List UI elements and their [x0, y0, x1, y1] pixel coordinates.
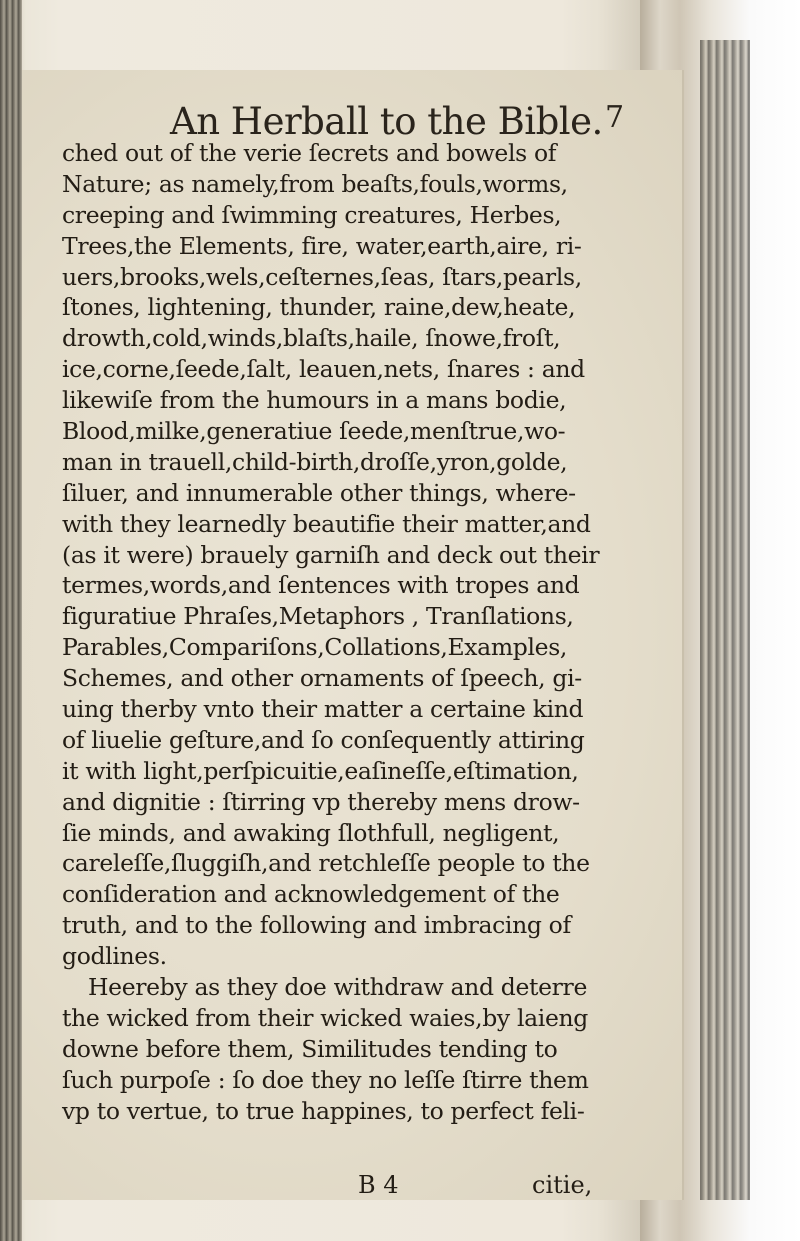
text-line: of liuelie geſture,and ſo conſequently attiring: [62, 725, 585, 754]
text-line: Blood,milke,generatiue ſeede,menſtrue,wo-: [62, 417, 566, 446]
running-head: An Herball to the Bible.: [170, 100, 603, 143]
text-line: uing therby vnto their matter a certaine kind: [62, 695, 584, 724]
body-text: [62, 138, 622, 1127]
text-line: Schemes, and other ornaments of ſpeech, gi-: [62, 664, 582, 693]
text-line: ſtones, lightening, thunder, raine,dew,heate,: [62, 293, 576, 322]
text-line: godlines.: [62, 942, 167, 971]
text-line: and dignitie : ſtirring vp thereby mens drow-: [62, 787, 580, 816]
catchword: citie,: [532, 1171, 593, 1199]
text-line: it with light,perſpicuitie,eaſineſſe,eſtimation,: [62, 756, 579, 785]
text-line: figuratiue Phraſes,Metaphors , Tranſlations,: [62, 602, 574, 631]
text-line: ſie minds, and awaking ſlothfull, negligent,: [62, 818, 560, 847]
text-line: uers,brooks,wels,ceſternes,ſeas, ſtars,pearls,: [62, 262, 582, 291]
text-line: downe before them, Similitudes tending to: [62, 1034, 558, 1063]
text-line: the wicked from their wicked waies,by laieng: [62, 1003, 588, 1032]
text-line: ſiluer, and innumerable other things, where-: [62, 478, 576, 507]
signature-mark: B 4: [358, 1171, 399, 1199]
text-line: (as it were) brauely garniſh and deck out their: [62, 540, 600, 569]
text-line: careleſſe,ſluggiſh,and retchleſſe people to the: [62, 849, 590, 878]
text-line: drowth,cold,winds,blaſts,haile, ſnowe,froſt,: [62, 324, 561, 353]
catchline: [62, 1171, 622, 1203]
text-line: Trees,the Elements, fire, water,earth,aire, ri-: [62, 231, 582, 260]
stacked-page-edges: [700, 40, 750, 1200]
book-page: [22, 70, 684, 1200]
text-line: man in trauell,child-birth,droſſe,yron,golde,: [62, 447, 568, 476]
text-line: conſideration and acknowledgement of the: [62, 880, 560, 909]
text-line: ſuch purpoſe : ſo doe they no leſſe ſtirre them: [62, 1065, 589, 1094]
text-line: creeping and ſwimming creatures, Herbes,: [62, 200, 562, 229]
page-number: 7: [605, 100, 625, 135]
text-line: likewiſe from the humours in a mans bodie,: [62, 386, 567, 415]
paragraph-start-line: Heereby as they doe withdraw and deterre: [88, 973, 587, 1002]
text-line: Nature; as namely,from beaſts,fouls,worms,: [62, 169, 568, 198]
text-line: Parables,Compariſons,Collations,Examples,: [62, 633, 568, 662]
text-line: termes,words,and ſentences with tropes and: [62, 571, 580, 600]
text-line: with they learnedly beautifie their matter,and: [62, 509, 591, 538]
text-line: ched out of the verie ſecrets and bowels of: [62, 139, 557, 167]
text-line: vp to vertue, to true happines, to perfect feli-: [62, 1096, 585, 1125]
text-line: truth, and to the following and imbracing of: [62, 911, 571, 940]
left-page-edge: [0, 0, 22, 1241]
text-line: ice,corne,ſeede,ſalt, leauen,nets, ſnares : and: [62, 355, 585, 384]
